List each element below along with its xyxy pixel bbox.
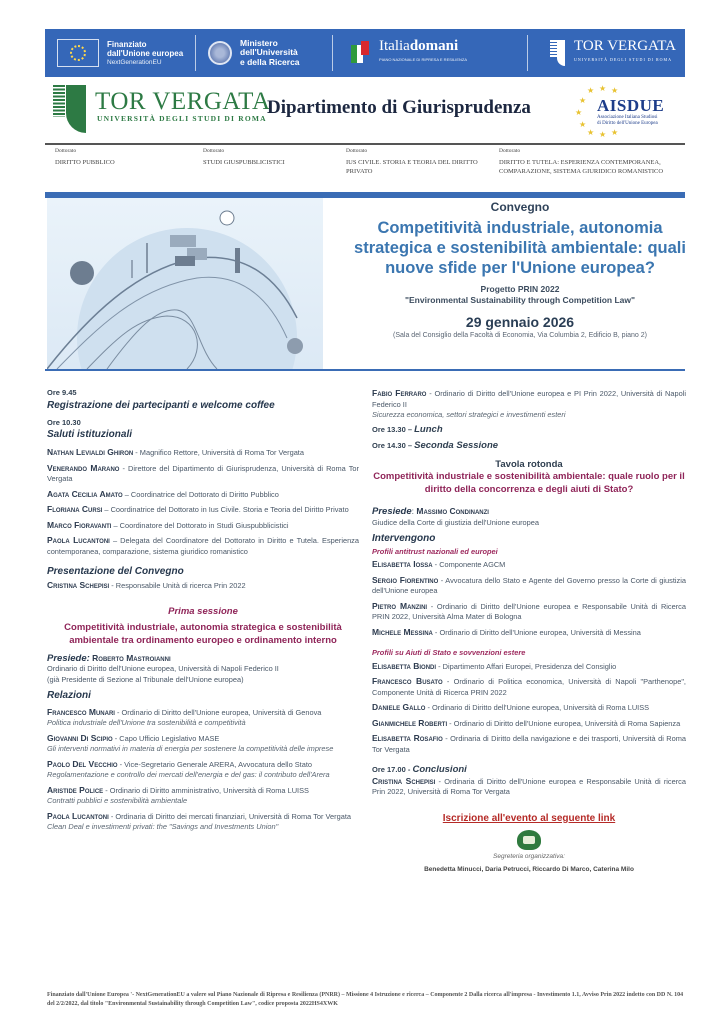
speaker-role: - Capo Ufficio Legislativo MASE <box>112 733 220 743</box>
eu-flag-icon <box>57 39 99 67</box>
speakers-heading: Intervengono <box>372 533 436 544</box>
star-icon: ★ <box>579 96 587 105</box>
speaker-role: - Ordinario di Diritto dell'Unione europea, Università di Roma Sapienza <box>447 718 681 728</box>
tor-vergata-banner-name: TOR VERGATA <box>574 38 677 54</box>
speaker-entry <box>47 811 359 833</box>
speaker-role: - Avvocatura dello Stato e Agente del Governo presso la Corte di giustizia dell'Unione europea <box>372 575 686 595</box>
speaker-entry <box>47 785 359 807</box>
speaker-entry <box>372 559 686 571</box>
speaker-role: - Ordinario di Politica economica, Università di Napoli "Parthenope", Componente Unità di Ricerca PRIN 2022 <box>372 677 686 697</box>
talk-title: Clean Deal e investimenti privati: the "Savings and Investments Union" <box>47 822 279 831</box>
speaker-entry <box>372 601 686 623</box>
tor-vergata-banner-sub: UNIVERSITÀ DEGLI STUDI DI ROMA <box>574 57 672 62</box>
speaker-name: Paola Lucantoni <box>47 535 110 545</box>
chair-role-note: (già Presidente di Sezione al Tribunale dell'Unione europea) <box>47 674 244 684</box>
speaker-name: Paola Lucantoni <box>47 810 109 821</box>
speaker-role: - Ordinario di Diritto dell'Unione europea, Università di Genova <box>114 707 322 717</box>
speaker-name: Elisabetta Iossa <box>372 559 433 569</box>
tor-vergata-logo-icon <box>53 85 87 133</box>
speaker-entry <box>47 535 359 557</box>
speaker-name: Francesco Busato <box>372 676 443 686</box>
italiadomani-block <box>333 29 527 77</box>
speaker-entry <box>372 702 686 714</box>
speaker-name: Elisabetta Biondi <box>372 660 437 671</box>
funding-banner <box>45 29 685 77</box>
speaker-role: - Ordinaria di Diritto dell'Unione europea e Responsabile Unità di ricerca Prin 2022, Università di Roma Tor Vergata <box>372 776 686 796</box>
project-name: Progetto PRIN 2022 <box>480 284 560 294</box>
speaker-name: Marco Fioravanti <box>47 519 112 530</box>
star-icon: ★ <box>611 128 619 137</box>
doctorate-value: DIRITTO PUBBLICO <box>55 159 115 166</box>
lunch-slot <box>372 425 686 436</box>
chair-entry: Presiede: Massimo Condinanzi <box>372 506 489 517</box>
star-icon: ★ <box>575 108 583 117</box>
chair-entry <box>47 653 359 665</box>
event-date: 29 gennaio 2026 <box>465 314 575 330</box>
event-venue: (Sala del Consiglio della Facoltà di Economia, Via Columbia 2, Edificio B, piano 2) <box>393 332 647 339</box>
aisdue-logo <box>575 84 685 138</box>
speaker-entry <box>47 580 359 592</box>
slot-title: Lunch <box>414 423 443 435</box>
speaker-entry <box>372 776 686 798</box>
speaker-entry <box>47 447 359 459</box>
doctorate-item <box>499 148 685 176</box>
speaker-name: Nathan Levialdi Ghiron <box>47 447 134 457</box>
star-icon: ★ <box>599 130 607 139</box>
speaker-entry <box>372 575 686 597</box>
slot-time: Ore 17.00 - <box>372 765 413 774</box>
association-logo-icon <box>517 830 541 850</box>
speaker-role: - Ordinario di Diritto amministrativo, Università di Roma LUISS <box>103 785 309 795</box>
ministry-block <box>196 29 332 77</box>
presentation-heading: Presentazione del Convegno <box>47 566 184 577</box>
chair-name: Roberto Mastroianni <box>92 652 171 663</box>
speaker-name: Pietro Manzini <box>372 600 428 611</box>
roundtable-title: Competitività industriale e sostenibilità ambientale: quale ruolo per il diritto della concorrenza e degli aiuti di Stato? <box>373 471 685 495</box>
roundtable-label: Tavola rotonda <box>495 458 563 470</box>
speaker-entry <box>372 733 686 755</box>
speaker-role: - Ordinario di Diritto dell'Unione europea, Università di Roma LUISS <box>425 703 650 712</box>
sustainability-illustration <box>47 198 323 369</box>
eu-funding-block <box>45 29 195 77</box>
chair-role: Giudice della Corte di giustizia dell'Unione europea <box>372 517 539 527</box>
program-left-column <box>47 388 359 837</box>
university-subtitle: UNIVERSITÀ DEGLI STUDI DI ROMA <box>97 114 267 123</box>
talk-title: Regolamentazione e controllo dei mercati dell'energia e del gas: il contributo dell'Arera <box>47 770 330 779</box>
doctorate-label: Dottorato <box>346 148 368 154</box>
domani-text: domani <box>409 38 459 54</box>
profile-heading: Profili antitrust nazionali ed europei <box>372 546 498 556</box>
slot-title: Registrazione dei partecipanti e welcome coffee <box>47 399 275 411</box>
speaker-entry <box>372 676 686 698</box>
star-icon: ★ <box>587 86 595 95</box>
speaker-name: Cristina Schepisi <box>47 579 110 590</box>
speaker-name: Venerando Marano <box>47 462 120 473</box>
talk-title: Sicurezza economica, settori strategici e investimenti esteri <box>372 410 566 419</box>
conclusions-slot <box>372 765 686 776</box>
speaker-name: Daniele Gallo <box>372 702 426 712</box>
aisdue-sub-1: Associazione Italiana Studiosi <box>597 115 658 120</box>
doctorates-row <box>55 148 685 176</box>
speaker-name: Agata Cecilia Amato <box>47 488 123 499</box>
slot-title: Saluti istituzionali <box>47 429 133 440</box>
speaker-role: – Delegata del Coordinatore del Dottorato in Diritto e Tutela. Esperienza contemporanea, comparazione, sistema giuridico romanistico <box>47 536 359 556</box>
hero-bottom-bar <box>45 369 685 371</box>
star-icon: ★ <box>599 84 607 93</box>
talk-title: Contratti pubblici e sostenibilità ambientale <box>47 796 188 805</box>
tor-vergata-mini-logo-icon <box>550 40 566 66</box>
italia-text: Italia <box>379 38 410 54</box>
funding-footnote: Finanziato dall'Unione Europea '- NextGenerationEU a valere sul Piano Nazionale di Ripresa e Resilienza (PNRR) – Missione 4 Istruzione e ricerca – Componente 2 Dalla ricerca all'impresa - Investimento 1.1, Avviso Prin 2022 indetto con DD N. 104 del 2/2/2022, dal titolo "Environmental Sustainability through Competition Law", codice proposta 2022HS4XWK <box>47 992 684 1007</box>
italia-domani-logo-icon <box>345 39 373 67</box>
event-heading <box>340 200 700 339</box>
star-icon: ★ <box>587 128 595 137</box>
speaker-role: – Coordinatrice del Dottorato in Ius Civile. Storia e Teoria del Diritto Privato <box>102 505 349 514</box>
institutional-header <box>45 82 685 140</box>
slot-time: Ore 13.30 – <box>372 424 415 434</box>
speaker-name: Fabio Ferraro <box>372 388 427 398</box>
speaker-name: Cristina Schepisi <box>372 775 436 786</box>
doctorate-item <box>55 148 203 176</box>
speaker-name: Elisabetta Rosafio <box>372 733 443 743</box>
speaker-entry <box>47 504 359 516</box>
aisdue-sub-2: di Diritto dell'Unione Europea <box>597 121 658 126</box>
secretariat-label: Segreteria organizzativa: <box>493 853 565 860</box>
star-icon: ★ <box>611 86 619 95</box>
speaker-name: Gianmichele Roberti <box>372 717 448 728</box>
globe-illustration-icon <box>47 198 323 369</box>
speaker-entry <box>47 759 359 781</box>
doctorate-label: Dottorato <box>203 148 225 154</box>
speaker-name: Floriana Cursi <box>47 504 103 514</box>
event-title: Competitività industriale, autonomia strategica e sostenibilità ambientale: quali nuove sfide per l'Unione europea? <box>354 219 686 277</box>
doctorate-item <box>346 148 499 176</box>
slot-title: Seconda Sessione <box>414 440 499 451</box>
registration-link[interactable]: Iscrizione all'evento al seguente link <box>442 812 616 824</box>
speaker-entry <box>47 463 359 485</box>
doctorate-label: Dottorato <box>499 148 521 154</box>
doctorate-value: DIRITTO E TUTELA: ESPERIENZA CONTEMPORANEA, COMPARAZIONE, SISTEMA GIURIDICO ROMANISTICO <box>499 159 664 175</box>
speaker-name: Paolo Del Vecchio <box>47 758 118 769</box>
chair-label: Presiede <box>372 506 412 517</box>
star-icon: ★ <box>579 120 587 129</box>
speaker-entry <box>372 718 686 730</box>
reports-heading: Relazioni <box>47 690 91 701</box>
mur-text-1: Ministero <box>240 37 278 48</box>
speaker-entry <box>372 627 686 639</box>
tor-vergata-banner-block <box>528 29 678 77</box>
chair-label: Presiede: <box>47 652 90 664</box>
speaker-role: - Vice-Segretario Generale ARERA, Avvocatura dello Stato <box>117 759 312 769</box>
chair-name: Massimo Condinanzi <box>416 506 489 516</box>
speaker-role: - Ordinario di Diritto dell'Unione europea e PI Prin 2022, Università di Napoli Federico II <box>372 389 687 409</box>
slot-time: Ore 9.45 <box>47 388 77 397</box>
second-session-slot <box>372 441 686 452</box>
doctorate-label: Dottorato <box>55 148 77 154</box>
secretariat-names: Benedetta Minucci, Daria Petrucci, Riccardo Di Marco, Caterina Milo <box>424 865 634 873</box>
event-kicker: Convegno <box>490 200 550 214</box>
session-label: Prima sessione <box>168 606 238 617</box>
speaker-role: - Ordinaria di Diritto dei mercati finanziari, Università di Roma Tor Vergata <box>108 811 351 821</box>
speaker-role: - Ordinario di Diritto dell'Unione europea e Responsabile Unità di Ricerca PRIN 2022, Università Alma Mater di Bologna <box>372 601 686 621</box>
italian-republic-emblem-icon <box>208 41 232 65</box>
mur-text-2: dell'Università <box>240 47 298 58</box>
speaker-role: - Ordinario di Diritto dell'Unione europea, Università di Messina <box>432 627 641 637</box>
slot-time: Ore 10.30 <box>47 417 81 427</box>
university-name: TOR VERGATA <box>95 88 271 115</box>
speaker-entry <box>372 661 686 673</box>
speaker-entry <box>47 707 359 729</box>
doctorate-value: STUDI GIUSPUBBLICISTICI <box>203 159 285 166</box>
project-title: "Environmental Sustainability through Competition Law" <box>404 295 635 305</box>
speaker-role: - Dipartimento Affari Europei, Presidenza del Consiglio <box>436 661 617 671</box>
eu-text-2: dall'Unione europea <box>107 48 184 58</box>
speaker-name: Giovanni Di Scipio <box>47 732 113 743</box>
slot-title: Conclusioni <box>412 764 467 775</box>
speaker-name: Sergio Fiorentino <box>372 574 439 585</box>
speaker-role: - Direttore del Dipartimento di Giurisprudenza, Università di Roma Tor Vergata <box>47 463 359 483</box>
speaker-name: Michele Messina <box>372 626 433 637</box>
doctorate-item <box>203 148 346 176</box>
chair-role: Ordinario di Diritto dell'Unione europea, Università di Napoli Federico II <box>47 664 279 673</box>
speaker-entry <box>372 388 686 421</box>
speaker-role: – Coordinatrice del Dottorato di Diritto Pubblico <box>122 489 279 499</box>
eu-text-1: Finanziato <box>107 39 147 49</box>
header-divider <box>45 143 685 145</box>
speaker-entry <box>47 520 359 532</box>
speaker-role: – Coordinatore del Dottorato in Studi Giuspubblicistici <box>111 520 289 530</box>
speaker-entry <box>47 489 359 501</box>
session-title: Competitività industriale, autonomia strategica e sostenibilità ambientale tra ordinamento europeo e ordinamento interno <box>64 621 342 646</box>
profile-heading: Profili su Aiuti di Stato e sovvenzioni estere <box>372 648 526 657</box>
speaker-role: - Componente AGCM <box>432 560 506 569</box>
talk-title: Politica industriale dell'Unione tra sostenibilità e competitività <box>47 718 246 727</box>
speaker-name: Francesco Munari <box>47 706 115 717</box>
talk-title: Gli interventi normativi in materia di energia per sostenere la competitività delle imprese <box>47 744 334 753</box>
doctorate-value: IUS CIVILE. STORIA E TEORIA DEL DIRITTO PRIVATO <box>346 159 478 175</box>
mur-text-3: e della Ricerca <box>240 56 300 67</box>
speaker-role: - Responsabile Unità di ricerca Prin 2022 <box>109 580 246 590</box>
italia-domani-sub: PIANO NAZIONALE DI RIPRESA E RESILIENZA <box>379 57 468 62</box>
slot-time: Ore 14.30 – <box>372 441 415 450</box>
speaker-role: - Ordinaria di Diritto della navigazione e dei trasporti, Università di Roma Tor Vergata <box>372 734 686 754</box>
program-right-column <box>372 388 686 875</box>
aisdue-name: AISDUE <box>597 96 665 115</box>
speaker-name: Aristide Police <box>47 784 104 795</box>
speaker-role: - Magnifico Rettore, Università di Roma Tor Vergata <box>133 448 304 457</box>
speaker-entry <box>47 733 359 755</box>
department-title: Dipartimento di Giurisprudenza <box>267 97 531 118</box>
eu-text-3: NextGenerationEU <box>107 58 162 66</box>
